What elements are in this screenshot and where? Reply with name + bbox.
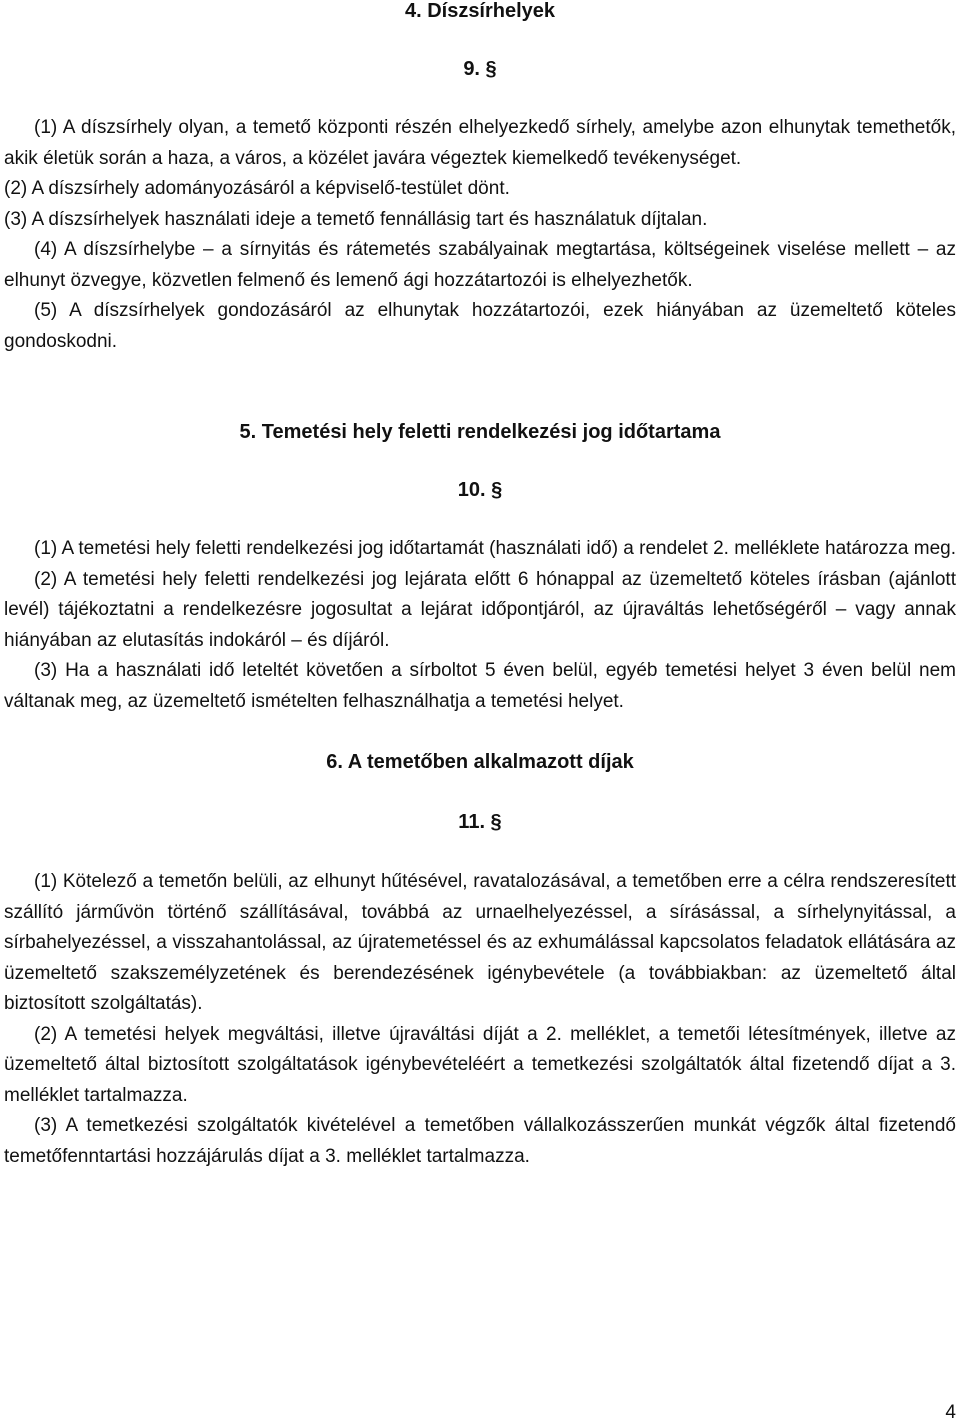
paragraph: (3) A díszsírhelyek használati ideje a temető fennállásig tart és használatuk díjtalan. bbox=[4, 208, 708, 230]
page-number: 4 bbox=[945, 1402, 956, 1423]
paragraph: (2) A díszsírhely adományozásáról a képviselő-testület dönt. bbox=[4, 178, 510, 199]
section-title: 6. A temetőben alkalmazott díjak bbox=[326, 751, 634, 773]
paragraph: (3) Ha a használati idő leteltét követően a sírboltot 5 éven belül, egyéb temetési helyet 3 éven belül nem váltanak meg, az üzemeltető ismételten felhasználhatja a temetési helyet. bbox=[4, 660, 956, 712]
paragraph-number: 11. § bbox=[458, 811, 502, 833]
paragraph: (2) A temetési hely feletti rendelkezési jog lejárata előtt 6 hónappal az üzemeltető köteles írásban (ajánlott levél) tájékoztatni a rendelkezésre jogosultat a lejárat időpontjáról, az újraváltás lehetőségéről – vagy annak hiányában az elutasítás indokáról – és díjáról. bbox=[4, 568, 956, 651]
paragraph: (5) A díszsírhelyek gondozásáról az elhunytak hozzátartozói, ezek hiányában az üzemeltető köteles gondoskodni. bbox=[4, 300, 956, 352]
section-title: 5. Temetési hely feletti rendelkezési jog időtartama bbox=[239, 421, 721, 443]
paragraph: (3) A temetkezési szolgáltatók kivételével a temetőben vállalkozásszerűen munkát végzők által fizetendő temetőfenntartási hozzájárulás díjat a 3. melléklet tartalmazza. bbox=[4, 1115, 956, 1167]
paragraph: (2) A temetési helyek megváltási, illetve újraváltási díját a 2. melléklet, a temetői létesítmények, illetve az üzemeltető által biztosított szolgáltatások igénybevételéért a temetkezési szolgáltatók által fizetendő díjat a 3. melléklet tartalmazza. bbox=[4, 1023, 956, 1106]
paragraph: (4) A díszsírhelybe – a sírnyitás és rátemetés szabályainak megtartása, költségeinek viselése mellett – az elhunyt özvegye, közvetlen felmenő és lemenő ági hozzátartozói is elhelyezhetők. bbox=[4, 239, 956, 291]
paragraph: (1) A temetési hely feletti rendelkezési jog időtartamát (használati idő) a rendelet 2. melléklete határozza meg. bbox=[34, 538, 956, 559]
document-page bbox=[4, 0, 956, 1172]
paragraph-number: 9. § bbox=[463, 58, 497, 80]
paragraph: (1) Kötelező a temetőn belüli, az elhunyt hűtésével, ravatalozásával, a temetőben erre a célra rendszeresített szállító járművön történő szállításával, továbbá az urnaelhelyezéssel, a sírásással, a sírhelynyitással, a sírbahelyezéssel, a visszahantolással, az újratemetéssel és az exhumálással kapcsolatos feladatok ellátására az üzemeltető szakszemélyzetének és berendezésének igénybevétele (a továbbiakban: az üzemeltető által biztosított szolgáltatás). bbox=[4, 871, 956, 1014]
paragraph: (1) A díszsírhely olyan, a temető központi részén elhelyezkedő sírhely, amelybe azon elhunytak temethetők, akik életük során a haza, a város, a közélet javára végeztek kiemelkedő tevékenységet. bbox=[4, 117, 956, 169]
paragraph-number: 10. § bbox=[457, 479, 503, 501]
section-title: 4. Díszsírhelyek bbox=[404, 0, 556, 22]
